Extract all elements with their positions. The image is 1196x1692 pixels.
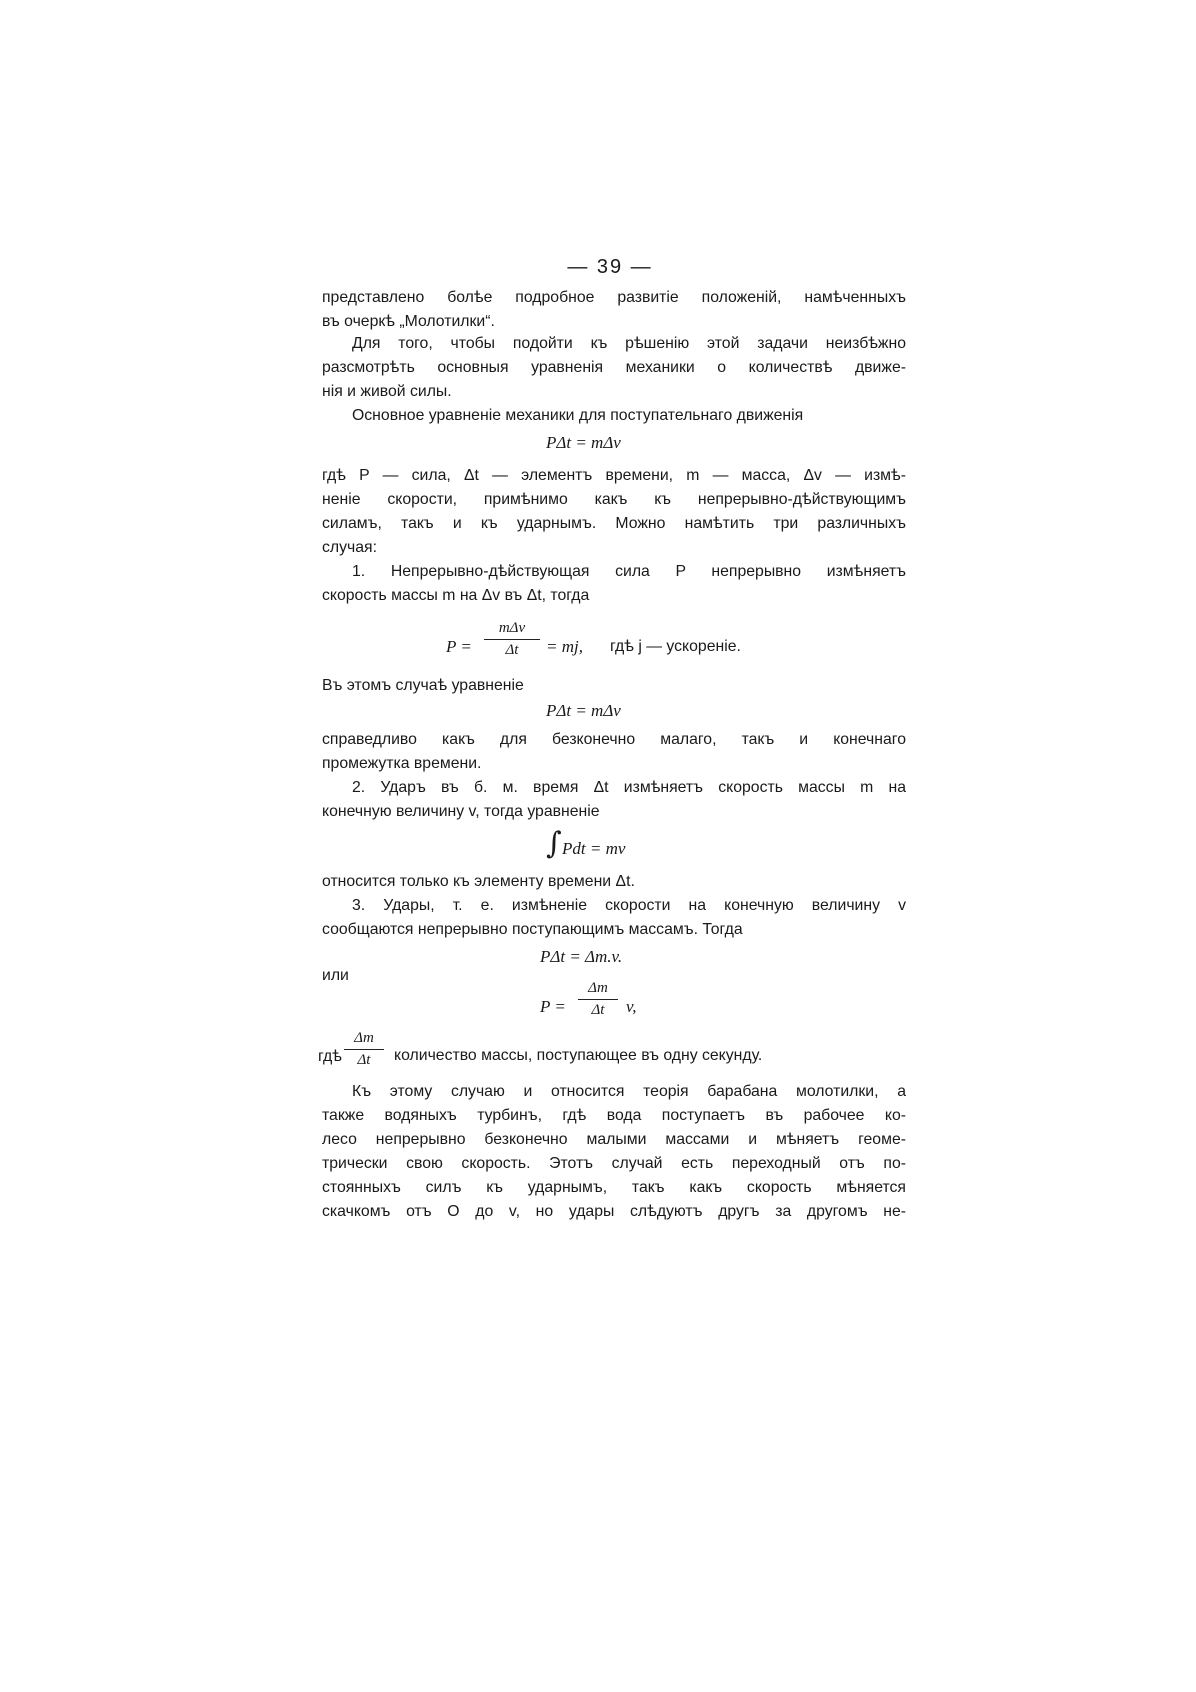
text-line: трически свою скорость. Этотъ случай есть переходный отъ по- xyxy=(322,1155,906,1172)
fraction-denominator: Δt xyxy=(505,642,519,658)
equation-3: PΔt = mΔv xyxy=(546,701,621,720)
text-line: Основное уравненіе механики для поступательнаго движенія xyxy=(352,407,804,424)
integral-sign: ∫ xyxy=(546,826,562,861)
equation-2-note: гдѣ j — ускореніе. xyxy=(610,638,741,655)
text-line: силамъ, такъ и къ ударнымъ. Можно намѣтить три различныхъ xyxy=(322,515,906,532)
equation-1: PΔt = mΔv xyxy=(546,433,621,452)
inline-fraction xyxy=(344,1030,384,1069)
text-line: Въ этомъ случаѣ уравненіе xyxy=(322,677,524,694)
text-line: справедливо какъ для безконечно малаго, такъ и конечнаго xyxy=(322,731,906,748)
fraction-denominator: Δt xyxy=(591,1002,605,1018)
text-line: представлено болѣе подробное развитіе положеній, намѣченныхъ xyxy=(322,289,906,306)
text-line: скачкомъ отъ O до v, но удары слѣдуютъ другъ за другомъ не- xyxy=(322,1203,906,1220)
text-line: или xyxy=(322,967,349,984)
fraction-numerator: mΔv xyxy=(484,620,540,640)
text-line: гдѣ P — сила, Δt — элементъ времени, m — масса, Δv — измѣ- xyxy=(322,467,906,484)
equation-4: Pdt = mv xyxy=(562,839,626,858)
equation-2-rhs: = mj, xyxy=(546,637,583,656)
fraction-denominator: Δt xyxy=(357,1052,371,1068)
inline-prefix: гдѣ xyxy=(318,1048,342,1065)
equation-2-fraction xyxy=(484,620,540,659)
text-line: также водяныхъ турбинъ, гдѣ вода поступаетъ въ рабочее ко- xyxy=(322,1107,906,1124)
text-line: 2. Ударъ въ б. м. время Δt измѣняетъ скорость массы m на xyxy=(352,779,906,796)
text-line: сообщаются непрерывно поступающимъ массамъ. Тогда xyxy=(322,921,743,938)
fraction-numerator: Δm xyxy=(578,980,618,1000)
text-line: относится только къ элементу времени Δt. xyxy=(322,873,635,890)
text-line: промежутка времени. xyxy=(322,755,482,772)
text-line: въ очеркѣ „Молотилки“. xyxy=(322,313,495,330)
text-line: Къ этому случаю и относится теорія барабана молотилки, а xyxy=(352,1083,906,1100)
text-line: 3. Удары, т. е. измѣненіе скорости на конечную величину v xyxy=(352,897,906,914)
equation-2-lhs: P = xyxy=(446,637,472,656)
text-line: разсмотрѣть основныя уравненія механики о количествѣ движе- xyxy=(322,359,906,376)
text-line: Для того, чтобы подойти къ рѣшенію этой задачи неизбѣжно xyxy=(352,335,906,352)
fraction-numerator: Δm xyxy=(344,1030,384,1050)
text-line: случая: xyxy=(322,539,377,556)
equation-6-rhs: v, xyxy=(626,997,637,1016)
page-number: — 39 — xyxy=(567,256,653,278)
text-line: скорость массы m на Δv въ Δt, тогда xyxy=(322,587,590,604)
text-line: лесо непрерывно безконечно малыми массами и мѣняетъ геоме- xyxy=(322,1131,906,1148)
text-line: стоянныхъ силъ къ ударнымъ, такъ какъ скорость мѣняется xyxy=(322,1179,906,1196)
text-line: 1. Непрерывно-дѣйствующая сила P непрерывно измѣняетъ xyxy=(352,563,906,580)
equation-5: PΔt = Δm.v. xyxy=(540,947,623,966)
equation-6-fraction xyxy=(578,980,618,1019)
text-line: неніе скорости, примѣнимо какъ къ непрерывно-дѣйствующимъ xyxy=(322,491,906,508)
text-line: конечную величину v, тогда уравненіе xyxy=(322,803,600,820)
text-line: нія и живой силы. xyxy=(322,383,452,400)
equation-6-lhs: P = xyxy=(540,997,566,1016)
text-line: количество массы, поступающее въ одну секунду. xyxy=(394,1047,763,1064)
